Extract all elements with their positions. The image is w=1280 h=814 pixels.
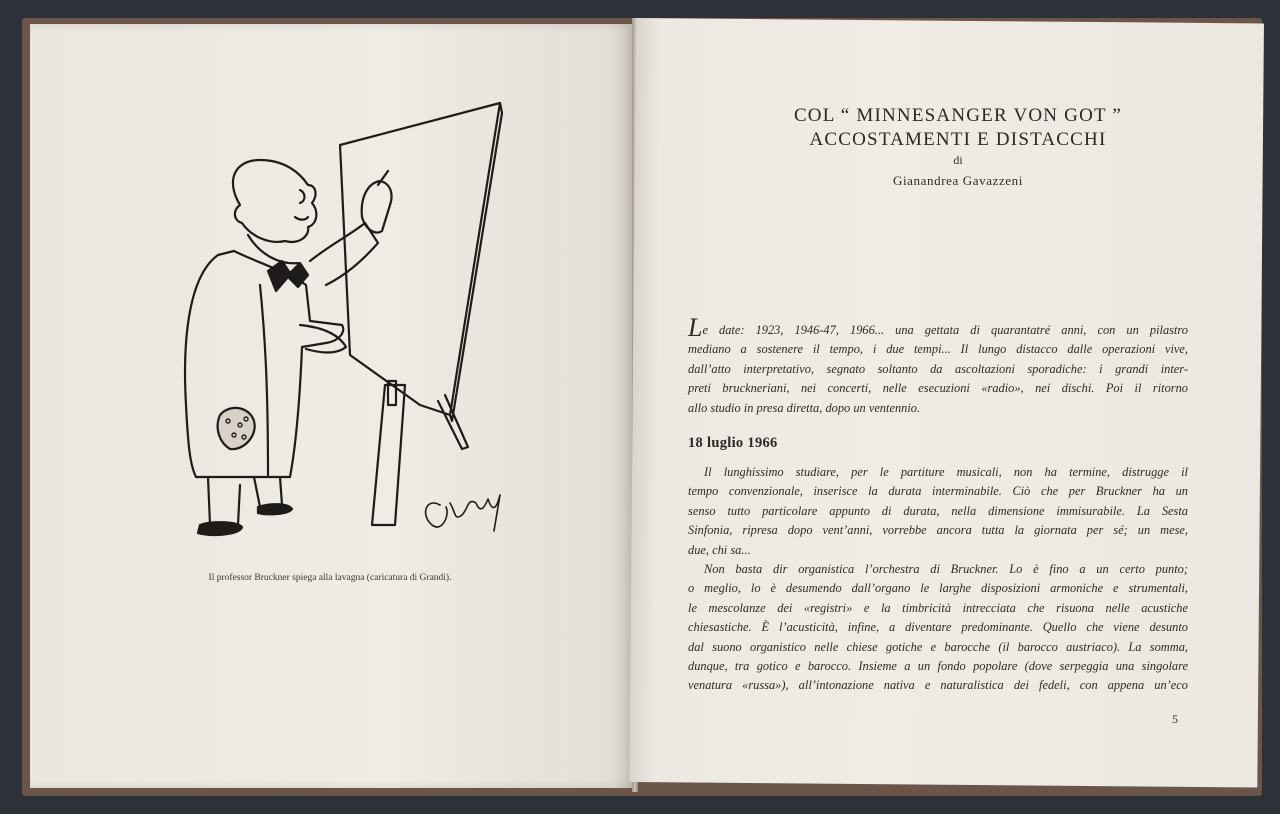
article-title-line-2: ACCOSTAMENTI E DISTACCHI — [809, 129, 1107, 150]
shoe — [258, 504, 292, 514]
intro-line: mediano a sostenere il tempo, i due tempi... Il lungo distacco dalle operazioni vive, — [688, 342, 1188, 357]
section-heading-date: 18 luglio 1966 — [688, 435, 778, 451]
body-line: Il lunghissimo studiare, per le partiture musicali, non ha termine, distrugge il — [704, 465, 1188, 479]
body-line: le mescolanze dei «registri» e la timbricità intrecciata che risuona nelle acustiche — [688, 600, 1188, 615]
body-line: chiesastiche. È l’acusticità, infine, a diventare predominante. Quello che viene desunto — [688, 620, 1188, 635]
intro-line: preti bruckneriani, nei concerti, nelle esecuzioni «radio», nei dischi. Poi il ritorno — [688, 381, 1188, 396]
article-title-line-1: COL “ MINNESANGER VON GOT ” — [793, 105, 1123, 126]
coat — [185, 251, 343, 477]
body-line: dal suono organistico nelle chiese gotiche e barocche (il barocco austriaco). La somma, — [688, 639, 1188, 654]
shoe — [198, 522, 242, 535]
section-body — [688, 463, 1188, 696]
body-line: senso tutto particolare appunto di durata, nella dimensione immisurabile. La Sesta — [688, 503, 1188, 518]
illustration-caption: Il professor Bruckner spiega alla lavagna (caricatura di Grandi). — [208, 573, 452, 583]
body-line: o meglio, lo è desumendo dall’organo le larghe disposizioni armoniche e strumentali, — [688, 581, 1188, 596]
intro-line: dall’atto interpretativo, segnato soltanto da ascoltazioni sporadiche: i grandi inter- — [688, 361, 1188, 376]
intro-line: allo studio in presa diretta, dopo un ventennio. — [688, 400, 921, 415]
body-line: Non basta dir organistica l’orchestra di Bruckner. Lo è fino a un certo punto; — [704, 562, 1188, 577]
body-line: due, chi sa... — [688, 542, 751, 557]
intro-paragraph — [688, 313, 1188, 418]
author-name: Gianandrea Gavazzeni — [892, 173, 1023, 188]
body-line: Sinfonia, ripresa dopo vent’anni, vorrebbe ancora tutta la giornata per sé; un mese, — [688, 523, 1188, 538]
hand-with-chalk — [362, 181, 392, 232]
byline-di: di — [953, 153, 963, 167]
artist-signature — [426, 495, 500, 531]
body-line: dunque, tra gotico e barocco. Insieme a un fondo popolare (dove serpeggia una singolare — [688, 659, 1188, 674]
intro-line: Le date: 1923, 1946-47, 1966... una gettata di quarantatré anni, con un pilastro — [688, 313, 1188, 342]
page-number: 5 — [1172, 712, 1178, 726]
body-line: venatura «russa»), all’intonazione nativa e naturalistica dei fedeli, con appena un’eco — [688, 678, 1188, 693]
body-line: tempo convenzionale, inserisce la durata interminabile. Ciò che per Bruckner ha un — [688, 484, 1188, 499]
bruckner-caricature-illustration — [150, 85, 530, 565]
drop-cap: L — [688, 313, 703, 342]
handkerchief — [218, 408, 255, 449]
